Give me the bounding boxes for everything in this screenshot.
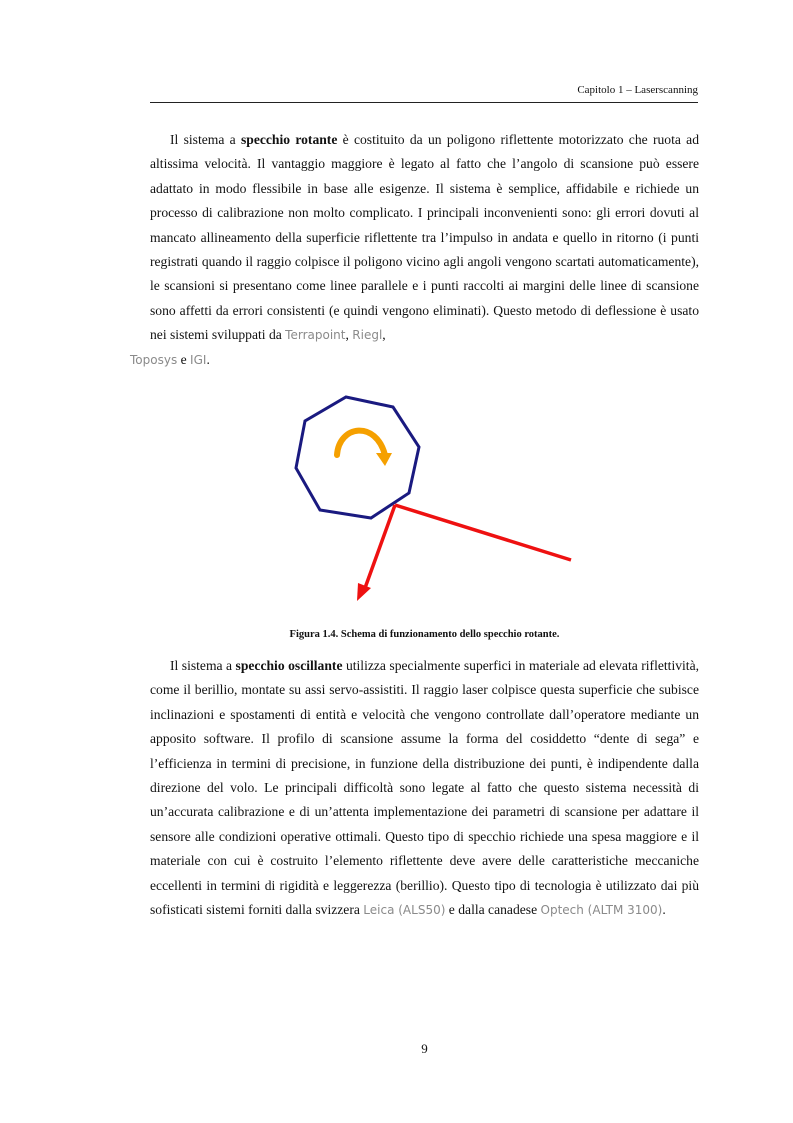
period: . bbox=[206, 351, 210, 367]
separator: e bbox=[177, 351, 191, 367]
mirror-polygon bbox=[296, 397, 419, 518]
running-header bbox=[150, 78, 698, 103]
brand-optech: Optech (ALTM 3100) bbox=[540, 903, 663, 918]
brand-riegl: Riegl bbox=[352, 328, 383, 343]
text-run: Il sistema a bbox=[170, 658, 236, 673]
rotating-mirror-diagram bbox=[280, 385, 590, 610]
term-specchio-oscillante: specchio oscillante bbox=[235, 658, 343, 673]
page-number: 9 bbox=[421, 1041, 428, 1056]
text-run: e dalla canadese bbox=[445, 902, 541, 918]
text-run: Il sistema a bbox=[170, 132, 241, 147]
period: . bbox=[662, 902, 666, 918]
paragraph-rotating-mirror bbox=[130, 128, 699, 372]
rotating-mirror-figure bbox=[280, 385, 590, 610]
reflected-beam-arrowhead-icon bbox=[357, 583, 371, 601]
brand-toposys: Toposys bbox=[130, 352, 178, 367]
text-run: è costituito da un poligono riflettente motorizzato che ruota ad altissima velocità. Il vantaggio maggiore è legato al fatto che l’angolo di scansione può essere adattato in modo flessibile in base alle esigenze. Il sistema è semplice, affidabile e richiede un processo di calibrazione non molto complicato. I principali inconvenienti sono: gli errori dovuti al mancato allineamento della superficie riflettente tra l’impulso in andata e quello in ritorno (i punti registrati quando il raggio colpisce il poligono vicino agli angoli vengono scartati automaticamente), le scansioni si presentano come linee parallele e i punti raccolti ai margini delle linee di scansione sono affetti da errori consistenti (e quindi vengono eliminati). Questo metodo di deflessione è usato nei sistemi sviluppati da bbox=[150, 132, 699, 343]
incoming-laser-beam bbox=[395, 505, 571, 560]
rotation-arrow-icon bbox=[337, 431, 385, 455]
figure-caption: Figura 1.4. Schema di funzionamento dello specchio rotante. bbox=[289, 629, 560, 640]
brand-igi: IGI bbox=[190, 352, 207, 367]
text-run: utilizza specialmente superfici in materiale ad elevata riflettività, come il berillio, montate su assi servo-assistiti. Il raggio laser colpisce questa superficie che subisce inclinazioni e spostamenti di entità e velocità che vengono controllate dall’operatore mediante un apposito software. Il profilo di scansione assume la forma del cosiddetto “dente di sega” e l’efficienza in termini di precisione, in funzione della distribuzione dei punti, è indipendente dalla direzione del volo. Le principali difficoltà sono legate al fatto che questo sistema necessità di un’accurata calibrazione e di un’attenta implementazione dei parametri di scansione per adattare il sensore alle condizioni operative ottimali. Questo tipo di specchio richiede una spesa maggiore e il materiale con cui è costruito l’elemento riflettente deve avere delle caratteristiche meccaniche eccellenti in termini di rigidità e leggerezza (berillio). Questo tipo di tecnologia è utilizzato dai più sofisticati sistemi forniti dalla svizzera bbox=[150, 658, 700, 918]
separator: , bbox=[345, 327, 353, 343]
term-specchio-rotante: specchio rotante bbox=[240, 132, 338, 147]
brand-terrapoint: Terrapoint bbox=[285, 328, 346, 343]
paragraph-oscillating-mirror bbox=[150, 654, 699, 922]
brand-leica: Leica (ALS50) bbox=[363, 903, 446, 918]
running-title: Capitolo 1 – Laserscanning bbox=[577, 84, 698, 96]
separator: , bbox=[382, 327, 386, 343]
rotation-arrowhead-icon bbox=[376, 453, 392, 466]
